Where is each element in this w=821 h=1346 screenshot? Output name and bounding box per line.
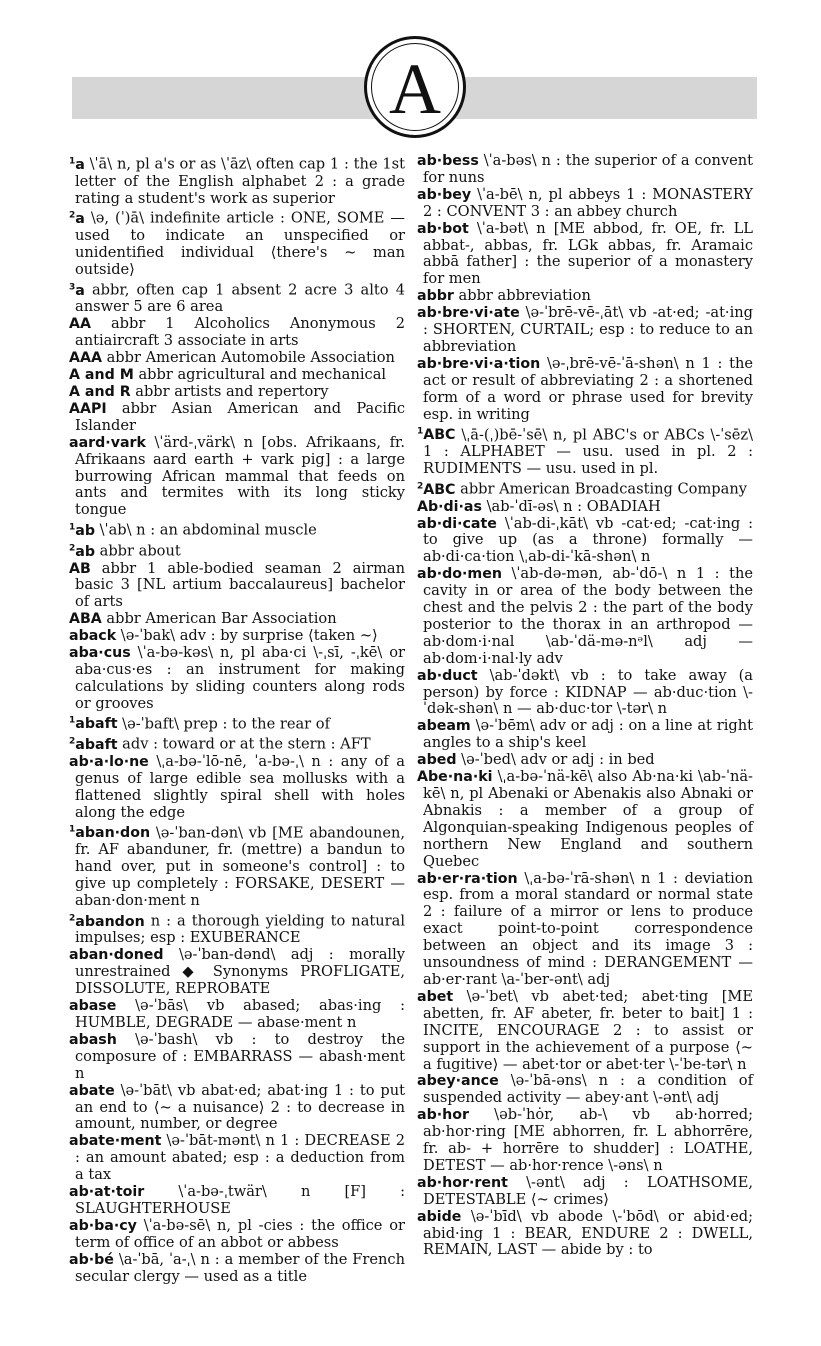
entry-definition: \ab-ˈdī-əs\ n : OBADIAH [486,497,661,515]
homograph-number: 2 [69,736,76,747]
dictionary-entry [69,947,405,998]
entry-definition: \ə-ˈban-dənd\ adj : morally unrestrained ◆ Synonyms PROFLIGATE, DISSOLUTE, REPROBATE [75,946,405,998]
homograph-number: 2 [69,210,76,221]
entry-headword [417,1209,461,1225]
entry-headword [417,221,469,237]
headword-text: ab [75,543,95,560]
entry-headword [417,1073,499,1089]
headword-text: ABA [69,611,102,628]
entry-definition: \ə-ˈbed\ adv or adj : in bed [461,751,655,769]
entry-definition: \ə-ˈbāt\ vb abat·ed; abat·ing 1 : to put an end to ⟨~ a nuisance⟩ 2 : to decrease in amount, number, or degree [75,1081,405,1133]
headword-text: ab·bot [417,220,469,237]
headword-text: abeam [417,718,471,735]
entry-headword [417,187,471,203]
entry-definition: \ˌa-bə-ˈnä-kē\ also Ab·na·ki \ab-ˈnä-kē\ n, pl Abenaki or Abenakis also Abnaki or Abnakis : a member of a group of Algonquian-speaking Indigenous peoples of northern New England and southern Quebec [423,768,753,870]
headword-text: abed [417,752,457,769]
dictionary-entry [69,1133,405,1184]
headword-text: aba·cus [69,645,131,662]
entry-headword [69,1184,144,1200]
dictionary-entry [417,153,753,187]
dictionary-entry [417,566,753,667]
entry-headword [417,427,455,443]
entry-headword [69,1252,114,1268]
entry-definition: \ab-ˈdəkt\ vb : to take away (a person) by force : KIDNAP — ab·duc·tion \-ˈdək-shən\ n — ab·duc·tor \-tər\ n [423,666,753,718]
entry-definition: adv : toward or at the stern : AFT [122,736,371,754]
dictionary-entry [69,822,405,910]
dictionary-entry [69,519,405,540]
dictionary-entry [69,1032,405,1083]
dictionary-entry [69,628,405,645]
dictionary-entry [69,713,405,734]
headword-text: a [75,211,85,228]
headword-text: abase [69,998,117,1015]
left-column [69,153,405,1286]
entry-headword [417,482,455,498]
entry-definition: \əb-ˈhȯr, ab-\ vb ab·horred; ab·hor·ring [ME abhorren, fr. L abhorrēre, fr. ab- + horrēre to shudder] : LOATHE, DETEST — ab·hor·rence \-əns\ n [423,1106,753,1174]
headword-text: Ab·di·as [417,498,482,515]
entry-headword [69,350,102,366]
entry-definition: \ˈab-də-mən, ab-ˈdō-\ n 1 : the cavity in or area of the body between the chest and the pelvis 2 : the part of the body posterior to the thorax in an arthropod — ab·dom·i·nal \ab-ˈdä-mə-nᵊl\ adj — ab·dom·i·nal·ly adv [423,565,754,667]
entry-definition: \ə-ˈbēm\ adv or adj : on a line at right angles to a ship's keel [423,717,753,752]
entry-headword [69,716,118,732]
entry-headword [69,367,134,383]
entry-headword [417,153,479,169]
dictionary-entry [69,279,405,317]
headword-text: AAPI [69,400,107,417]
headword-text: abet [417,988,454,1005]
dictionary-entry [417,288,753,305]
entry-definition: \ˌa-bə-ˈlō-nē, ˈa-bə-ˌ\ n : any of a genus of large edible sea mollusks with a flattened slightly spiral shell with holes along the edge [75,752,406,821]
entry-headword [417,1175,508,1191]
dictionary-entry [417,871,753,989]
entry-definition: abbr, often cap 1 absent 2 acre 3 alto 4 answer 5 are 6 area [75,281,405,316]
entry-definition: abbr American Bar Association [106,610,337,628]
entry-definition: abbr Asian American and Pacific Islander [75,399,405,434]
headword-text: abaft [75,716,118,733]
dictionary-entry [69,1218,405,1252]
entry-definition: \ə-ˈbaft\ prep : to the rear of [122,715,330,733]
headword-text: Abe·na·ki [417,769,493,786]
entry-headword [417,769,493,785]
entry-headword [69,998,116,1014]
entry-headword [417,288,454,304]
headword-text: a [75,282,85,299]
entry-headword [417,305,520,321]
headword-text: ab·a·lo·ne [69,753,149,770]
homograph-number: 1 [417,426,424,437]
headword-text: abbr [417,288,454,305]
entry-definition: \ˈa-bət\ n [ME abbod, fr. OE, fr. LL abbat-, abbas, fr. LGk abbas, fr. Aramaic abbā father] : the superior of a monastery for men [423,219,753,288]
entry-headword [417,871,518,887]
entry-headword [69,645,131,661]
homograph-number: 1 [69,522,76,533]
entry-headword [69,316,91,332]
dictionary-entry [417,221,753,289]
entry-headword [69,628,116,644]
entry-definition: n : a thorough yielding to natural impulses; esp : EXUBERANCE [75,912,405,947]
entry-headword [69,825,150,841]
dictionary-entry [417,718,753,752]
entry-headword [69,523,95,539]
entry-headword [69,914,145,930]
dictionary-entry [69,561,405,612]
dictionary-entry [417,1073,753,1107]
entry-headword [69,1083,115,1099]
entry-headword [69,1218,137,1234]
dictionary-entry [69,435,405,520]
entry-definition: \ə-ˈbet\ vb abet·ted; abet·ting [ME abetten, fr. AF abeter, fr. beter to bait] 1 : INCITE, ENCOURAGE 2 : to assist or support in the achievement of a purpose ⟨~ a fugitive⟩ — abet·tor or abet·ter \-ˈbe-tər\ n [423,987,753,1073]
entry-definition: abbr 1 able-bodied seaman 2 airman basic 3 [NL artium baccalaureus] bachelor of arts [75,559,406,611]
headword-text: ab·at·toir [69,1184,145,1201]
dictionary-entry [69,1184,405,1218]
section-letter: A [389,49,441,129]
entry-definition: \ˈa-bə-kəs\ n, pl aba·ci \-ˌsī, -ˌkē\ or aba·cus·es : an instrument for making calculations by sliding counters along rods or grooves [75,644,406,712]
headword-text: ab·er·ra·tion [417,870,518,887]
entry-headword [69,435,146,451]
entry-headword [69,947,164,963]
dictionary-entry [69,910,405,948]
entry-definition: \ə, (ˈ)ā\ indefinite article : ONE, SOME — used to indicate an unspecified or unidentified individual ⟨there's ~ man outside⟩ [75,210,406,278]
headword-text: ab·hor [417,1107,469,1124]
headword-text: ab·bess [417,153,479,169]
entry-definition: \ə-ˈbīd\ vb abode \-ˈbōd\ or abid·ed; abid·ing 1 : BEAR, ENDURE 2 : DWELL, REMAIN, LAST — abide by : to [423,1207,754,1259]
entry-headword [417,516,497,532]
entry-definition: \ˈa-bə-sē\ n, pl -cies : the office or term of office of an abbot or abbess [75,1216,405,1251]
headword-text: ab·bé [69,1251,114,1268]
headword-text: AAA [69,350,102,367]
dictionary-entry [417,499,753,516]
entry-definition: \ˈa-bə-ˌtwär\ n [F] : SLAUGHTERHOUSE [75,1183,405,1217]
headword-text: AB [69,560,91,577]
entry-definition: abbr abbreviation [458,287,591,305]
entry-definition: \ˈā\ n, pl a's or as \ˈāz\ often cap 1 : the 1st letter of the English alphabet 2 : a grade rating a student's work as superior [75,155,405,207]
dictionary-entry [69,207,405,278]
headword-text: ABC [423,427,456,444]
headword-text: aban·doned [69,947,164,964]
dictionary-entry [417,305,753,356]
entry-definition: abbr American Broadcasting Company [460,480,747,498]
dictionary-entry [417,1209,753,1260]
entry-definition: \ˌā-(ˌ)bē-ˈsē\ n, pl ABC's or ABCs \-ˈsēz\ 1 : ALPHABET — usu. used in pl. 2 : RUDIMENTS — usu. used in pl. [423,426,753,478]
headword-text: aback [69,628,117,645]
headword-text: abey·ance [417,1073,499,1090]
entry-headword [69,1133,161,1149]
entry-headword [69,561,91,577]
dictionary-entry [69,1083,405,1134]
headword-text: A and M [69,367,134,384]
headword-text: A and R [69,383,131,400]
entry-headword [417,989,453,1005]
section-letter-badge [364,36,466,138]
headword-text: aard·vark [69,434,146,451]
entry-definition: \ˈab\ n : an abdominal muscle [99,521,317,539]
dictionary-entry [69,367,405,384]
entry-definition: \ə-ˈbash\ vb : to destroy the composure of : EMBARRASS — abash·ment n [75,1030,405,1082]
entry-definition: \ˈa-bē\ n, pl abbeys 1 : MONASTERY 2 : CONVENT 3 : an abbey church [423,185,753,220]
entry-definition: abbr American Automobile Association [106,349,395,367]
dictionary-entry [69,401,405,435]
dictionary-entry [417,1175,753,1209]
dictionary-entry [69,316,405,350]
entry-definition: abbr agricultural and mechanical [138,366,387,384]
entry-definition: abbr about [99,542,181,560]
entry-definition: abbr artists and repertory [135,382,329,400]
headword-text: abate·ment [69,1133,162,1150]
entry-headword [417,718,471,734]
homograph-number: 3 [69,281,76,292]
homograph-number: 1 [69,715,76,726]
dictionary-entry [69,998,405,1032]
homograph-number: 2 [69,542,76,553]
entry-headword [69,401,107,417]
dictionary-entry [69,611,405,628]
entry-headword [417,752,457,768]
dictionary-entry [69,1252,405,1286]
homograph-number: 1 [69,156,76,166]
headword-text: ab·ba·cy [69,1217,137,1234]
entry-definition: \ə-ˌbrē-vē-ˈā-shən\ n 1 : the act or result of abbreviating 2 : a shortened form of a word or phrase used for brevity esp. in writing [423,354,753,423]
entry-definition: \ˌa-bə-ˈrā-shən\ n 1 : deviation esp. from a moral standard or normal state 2 : failure of a mirror or lens to produce exact point-to-point correspondence between an object and its image 3 : unsoundness of mind : DERANGEMENT — ab·er·rant \a-ˈber-ənt\ adj [423,869,753,988]
headword-text: aban·don [75,825,151,842]
entry-headword [69,283,85,299]
entry-headword [69,611,102,627]
headword-text: ab·di·cate [417,515,497,532]
dictionary-entry [69,384,405,401]
headword-text: ab·bre·vi·ate [417,305,520,322]
entry-definition: \ˈab-di-ˌkāt\ vb -cat·ed; -cat·ing : to give up (as a throne) formally — ab·di·ca·tion \ˌab-di-ˈkā-shən\ n [423,514,754,566]
headword-text: abash [69,1031,117,1048]
entry-definition: \ə-ˈbās\ vb abased; abas·ing : HUMBLE, DEGRADE — abase·ment n [75,997,406,1032]
entry-definition: \-ənt\ adj : LOATHSOME, DETESTABLE ⟨~ crimes⟩ [423,1173,753,1208]
dictionary-entry [417,769,753,870]
entry-definition: \ˈärd-ˌvärk\ n [obs. Afrikaans, fr. Afrikaans aard earth + vark pig] : a large burrowing African mammal that feeds on ants and termites with its long sticky tongue [75,433,405,519]
headword-text: AA [69,316,91,333]
entry-headword [417,668,478,684]
entry-definition: abbr 1 Alcoholics Anonymous 2 antiaircraft 3 associate in arts [75,315,406,350]
headword-text: a [75,156,85,173]
dictionary-entry [417,356,753,424]
entry-headword [69,384,131,400]
entry-definition: \ə-ˈbrē-vē-ˌāt\ vb -at·ed; -at·ing : SHORTEN, CURTAIL; esp : to reduce to an abbreviation [423,304,753,355]
entry-headword [417,499,482,515]
entry-headword [417,356,540,372]
dictionary-entry [69,350,405,367]
entry-definition: \ˈa-bəs\ n : the superior of a convent for nuns [423,152,753,186]
entry-headword [417,566,502,582]
dictionary-entry [417,1107,753,1175]
headword-text: ab·duct [417,667,478,684]
dictionary-entry [417,752,753,769]
headword-text: ab·hor·rent [417,1174,508,1191]
entry-headword [69,1032,117,1048]
headword-text: ab·do·men [417,566,502,583]
dictionary-entry [69,153,405,207]
entry-definition: \ə-ˈbāt-mənt\ n 1 : DECREASE 2 : an amount abated; esp : a deduction from a tax [75,1132,406,1184]
headword-text: ab [75,522,95,539]
dictionary-entry [417,187,753,221]
entry-definition: \ə-ˈbak\ adv : by surprise ⟨taken ~⟩ [120,627,378,645]
dictionary-entry [69,645,405,713]
headword-text: abandon [75,913,145,930]
dictionary-entry [417,478,753,499]
entry-headword [69,754,149,770]
right-column [417,153,753,1259]
dictionary-entry [69,733,405,754]
entry-definition: \ə-ˈbā-əns\ n : a condition of suspended activity — abey·ant \-ənt\ adj [423,1072,753,1107]
entry-headword [69,544,95,560]
dictionary-entry [417,668,753,719]
entry-definition: \ə-ˈban-dən\ vb [ME abandounen, fr. AF abanduner, fr. (mettre) a bandun to hand over, put in someone's control] : to give up completely : FORSAKE, DESERT — aban·don·ment n [75,824,406,909]
dictionary-entry [417,989,753,1074]
dictionary-entry [69,754,405,822]
entry-definition: \a-ˈbā, ˈa-ˌ\ n : a member of the French secular clergy — used as a title [75,1250,406,1285]
dictionary-entry [417,516,753,567]
homograph-number: 2 [417,480,424,491]
headword-text: abate [69,1082,115,1099]
entry-headword [69,157,85,173]
headword-text: abaft [75,737,118,754]
headword-text: ABC [423,481,456,498]
entry-headword [69,737,118,753]
dictionary-entry [69,540,405,561]
homograph-number: 2 [69,912,76,923]
entry-headword [417,1107,469,1123]
headword-text: ab·bre·vi·a·tion [417,355,541,372]
dictionary-entry [417,424,753,478]
headword-text: ab·bey [417,186,472,203]
entry-headword [69,211,85,227]
headword-text: abide [417,1208,462,1225]
homograph-number: 1 [69,824,76,835]
